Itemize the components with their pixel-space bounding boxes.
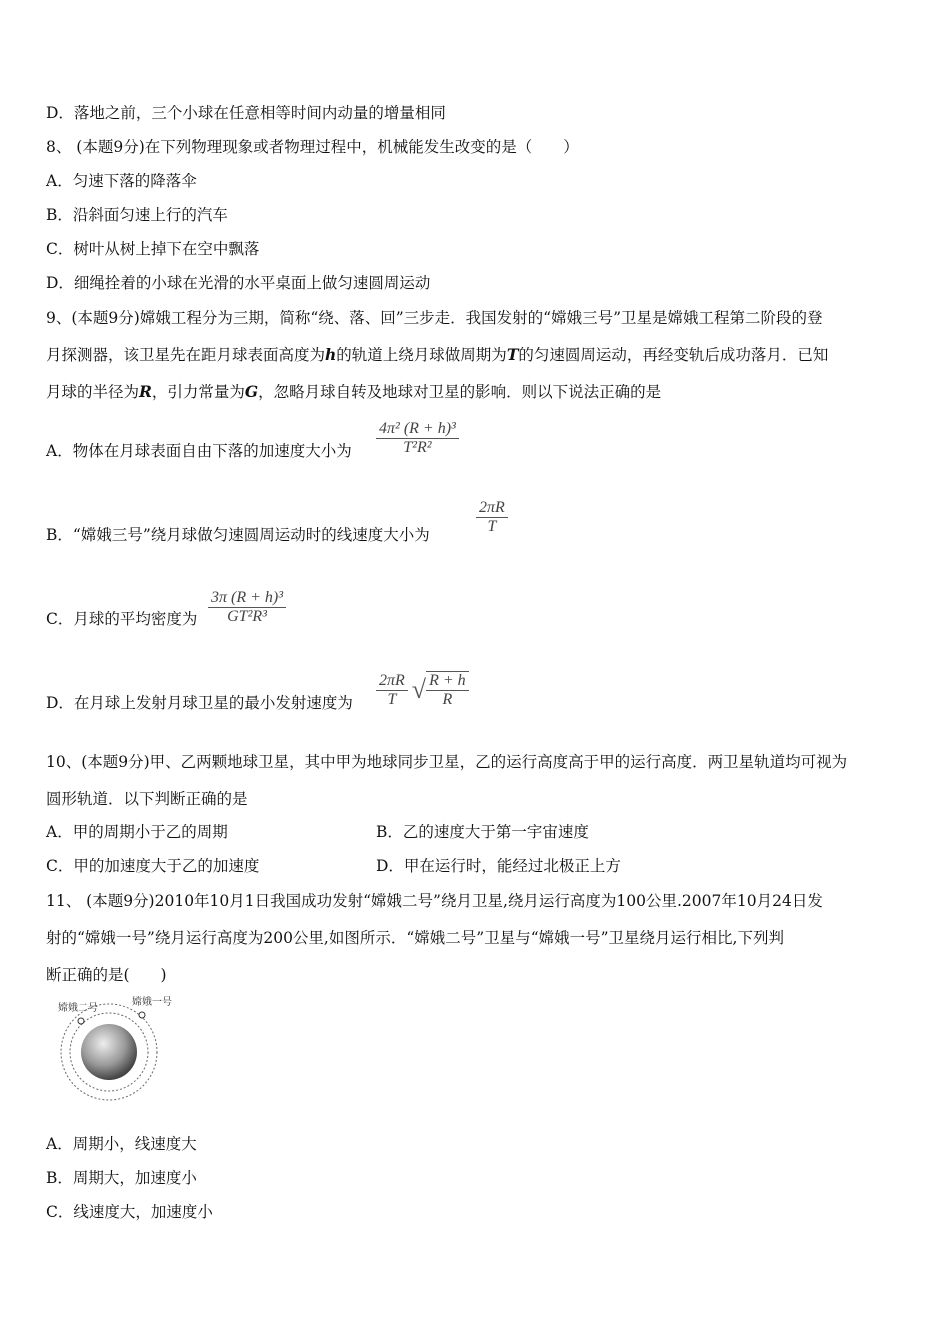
q10-stem-line2: 圆形轨道．以下判断正确的是	[46, 790, 248, 808]
q11-option-c: C．线速度大，加速度小	[46, 1203, 213, 1221]
q10-option-a: A．甲的周期小于乙的周期	[46, 823, 228, 841]
q9-stem-line2: 月探测器，该卫星先在距月球表面高度为h的轨道上绕月球做周期为T的匀速圆周运动，再经变轨后成功落月．已知	[46, 345, 829, 364]
moon-icon	[81, 1024, 137, 1080]
q8-stem: 8、 (本题9分)在下列物理现象或者物理过程中，机械能发生改变的是（ ）	[46, 138, 579, 156]
q11-stem-line1: 11、 (本题9分)2010年10月1日我国成功发射“嫦娥二号”绕月卫星,绕月运行高度为100公里.2007年10月24日发	[46, 892, 823, 910]
q11-option-b: B．周期大，加速度小	[46, 1169, 197, 1187]
label-change2: 嫦娥二号	[58, 1003, 98, 1014]
q9-stem-line3: 月球的半径为R，引力常量为G，忽略月球自转及地球对卫星的影响．则以下说法正确的是	[46, 382, 662, 401]
q8-option-c: C．树叶从树上掉下在空中飘落	[46, 240, 260, 258]
q10-stem-line1: 10、(本题9分)甲、乙两颗地球卫星，其中甲为地球同步卫星，乙的运行高度高于甲的运行高度．两卫星轨道均可视为	[46, 753, 848, 771]
q9-option-d-formula: $\frac{2\pi R}{T}$ √ $\frac{R + h}{R}$	[376, 671, 469, 709]
q11-stem-line3: 断正确的是( )	[46, 966, 167, 984]
sqrt-icon: √	[411, 675, 427, 704]
q8-option-a: A．匀速下落的降落伞	[46, 172, 197, 190]
q8-option-b: B．沿斜面匀速上行的汽车	[46, 206, 228, 224]
satellite-change1-icon	[139, 1012, 145, 1018]
q9-option-c-formula: $\frac{\text{3π (R + h)³}}{\text{GT²R³}}$	[208, 589, 286, 626]
q10-option-c: C．甲的加速度大于乙的加速度	[46, 857, 260, 875]
q11-stem-line2: 射的“嫦娥一号”绕月运行高度为200公里,如图所示．“嫦娥二号”卫星与“嫦娥一号”卫星绕月运行相比,下列判	[46, 929, 784, 947]
q10-option-d: D．甲在运行时，能经过北极正上方	[376, 857, 621, 875]
q10-option-b: B．乙的速度大于第一宇宙速度	[376, 823, 589, 841]
satellite-change2-icon	[78, 1018, 84, 1024]
q11-option-a: A．周期小，线速度大	[46, 1135, 197, 1153]
q9-option-d: D．在月球上发射月球卫星的最小发射速度为	[46, 694, 353, 712]
q9-option-c: C．月球的平均密度为	[46, 610, 198, 628]
label-change1: 嫦娥一号	[132, 997, 172, 1008]
q9-option-a: A．物体在月球表面自由下落的加速度大小为	[46, 442, 352, 460]
q8-option-d: D．细绳拴着的小球在光滑的水平桌面上做匀速圆周运动	[46, 274, 431, 292]
q7-option-d: D．落地之前，三个小球在任意相等时间内动量的增量相同	[46, 104, 446, 122]
q9-option-a-formula: $\frac{\text{4π² (R + h)³}}{\text{T²R²}}$	[376, 420, 459, 457]
q9-option-b: B．“嫦娥三号”绕月球做匀速圆周运动时的线速度大小为	[46, 526, 430, 544]
q9-option-b-formula: $\frac{2\pi R}{T}$	[476, 499, 508, 536]
lunar-orbit-figure	[50, 993, 190, 1103]
q9-stem-line1: 9、(本题9分)嫦娥工程分为三期，简称“绕、落、回”三步走．我国发射的“嫦娥三号”卫星是嫦娥工程第二阶段的登	[46, 309, 823, 327]
